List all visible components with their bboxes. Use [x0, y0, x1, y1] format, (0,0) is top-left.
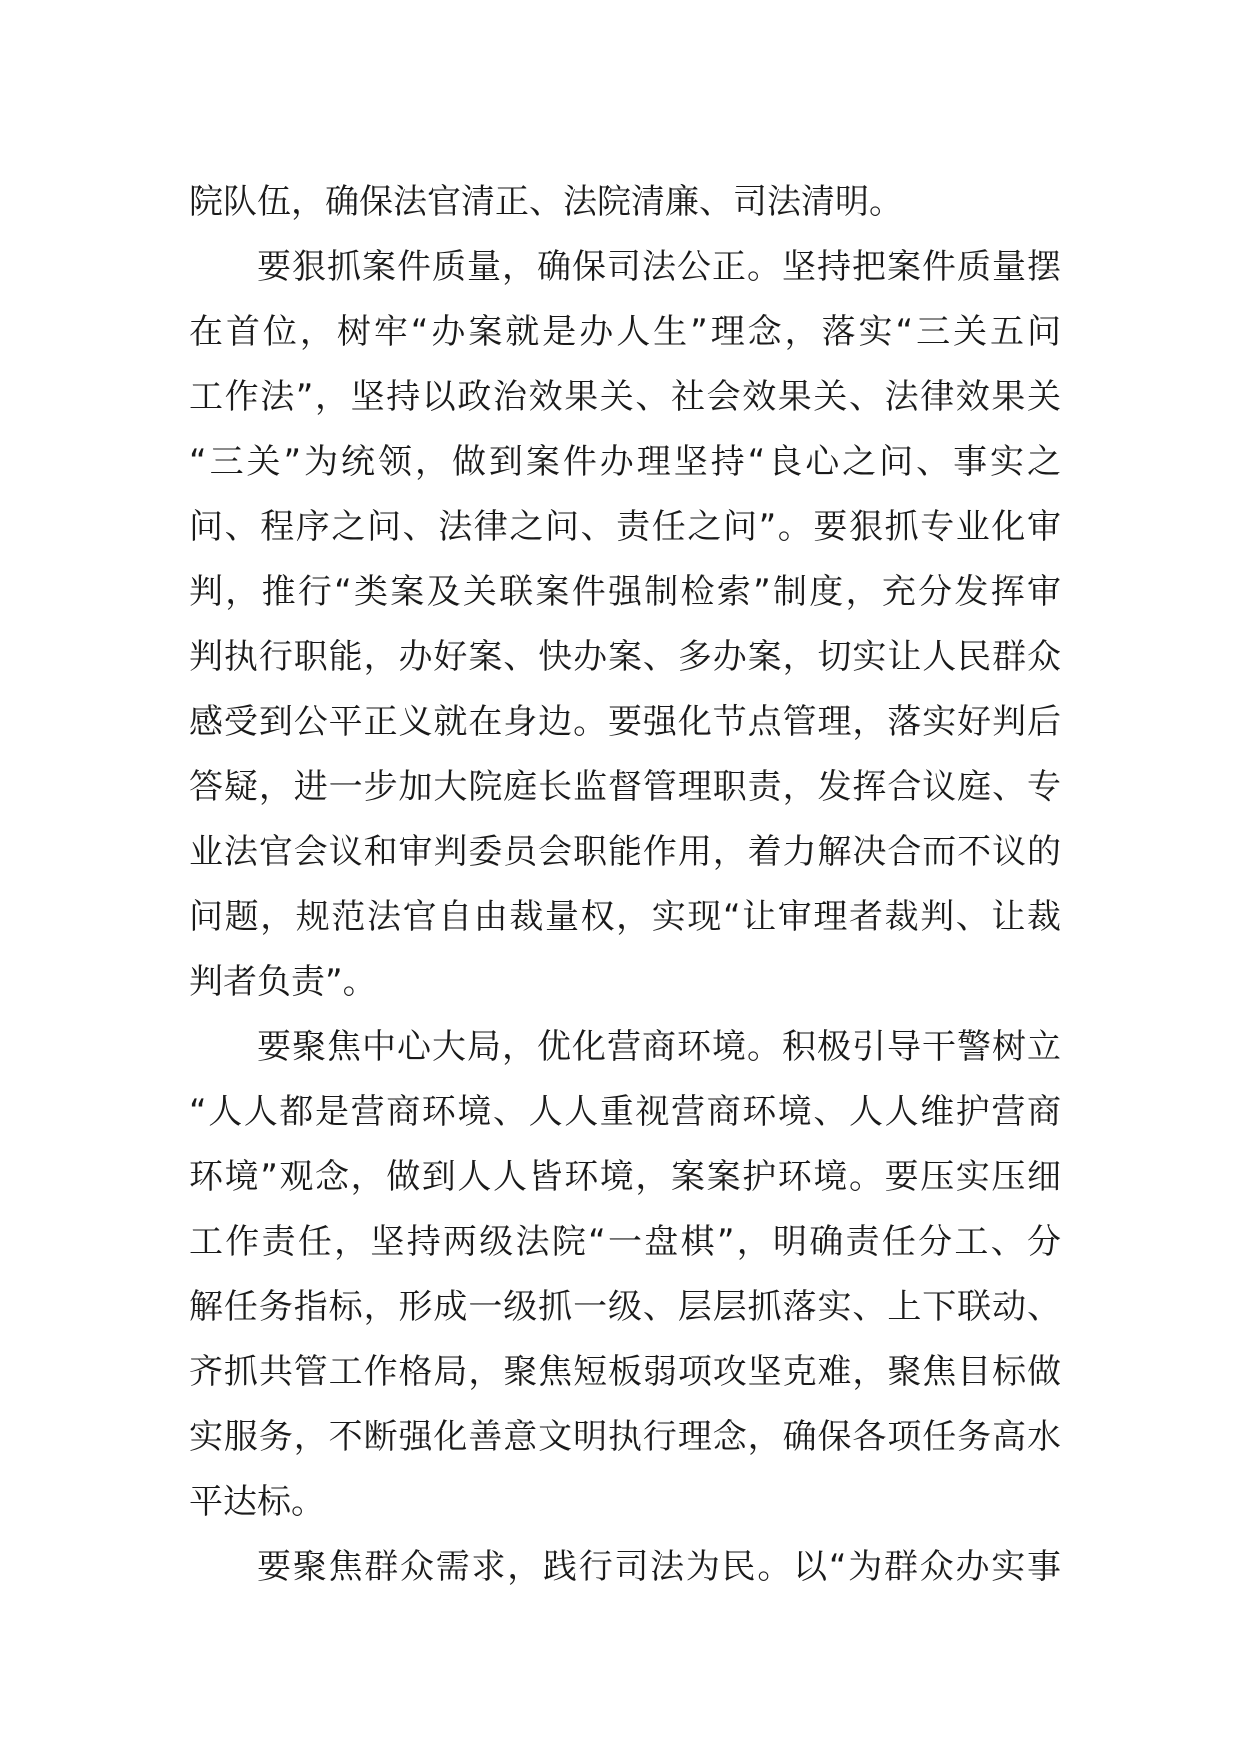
text-line: 实服务，不断强化善意文明执行理念，确保各项任务高水 [189, 1417, 1061, 1457]
text-line: 要聚焦中心大局，优化营商环境。积极引导干警树立 [257, 1027, 1061, 1067]
text-line: 判，推行“类案及关联案件强制检索”制度，充分发挥审 [189, 572, 1061, 612]
text-line: 齐抓共管工作格局，聚焦短板弱项攻坚克难，聚焦目标做 [189, 1352, 1061, 1392]
text-line: 解任务指标，形成一级抓一级、层层抓落实、上下联动、 [189, 1287, 1061, 1327]
text-line: “三关”为统领，做到案件办理坚持“良心之问、事实之 [189, 442, 1061, 482]
text-line: 院队伍，确保法官清正、法院清廉、司法清明。 [189, 182, 903, 222]
text-line: 平达标。 [189, 1482, 325, 1522]
text-line: 感受到公平正义就在身边。要强化节点管理，落实好判后 [189, 702, 1061, 742]
text-line: 要聚焦群众需求，践行司法为民。以“为群众办实事 [257, 1547, 1061, 1587]
body-text [189, 170, 1061, 1600]
text-line: 工作法”，坚持以政治效果关、社会效果关、法律效果关 [189, 377, 1061, 417]
text-line: 业法官会议和审判委员会职能作用，着力解决合而不议的 [189, 832, 1061, 872]
text-line: 答疑，进一步加大院庭长监督管理职责，发挥合议庭、专 [189, 767, 1061, 807]
text-line: 要狠抓案件质量，确保司法公正。坚持把案件质量摆 [257, 247, 1061, 287]
text-line: 判执行职能，办好案、快办案、多办案，切实让人民群众 [189, 637, 1061, 677]
text-line: 问、程序之问、法律之问、责任之问”。要狠抓专业化审 [189, 507, 1061, 547]
text-line: 判者负责”。 [189, 962, 377, 1002]
text-line: 工作责任，坚持两级法院“一盘棋”，明确责任分工、分 [189, 1222, 1061, 1262]
text-line: “人人都是营商环境、人人重视营商环境、人人维护营商 [189, 1092, 1061, 1132]
text-line: 在首位，树牢“办案就是办人生”理念，落实“三关五问 [189, 312, 1061, 352]
text-line: 环境”观念，做到人人皆环境，案案护环境。要压实压细 [189, 1157, 1061, 1197]
text-line: 问题，规范法官自由裁量权，实现“让审理者裁判、让裁 [189, 897, 1061, 937]
